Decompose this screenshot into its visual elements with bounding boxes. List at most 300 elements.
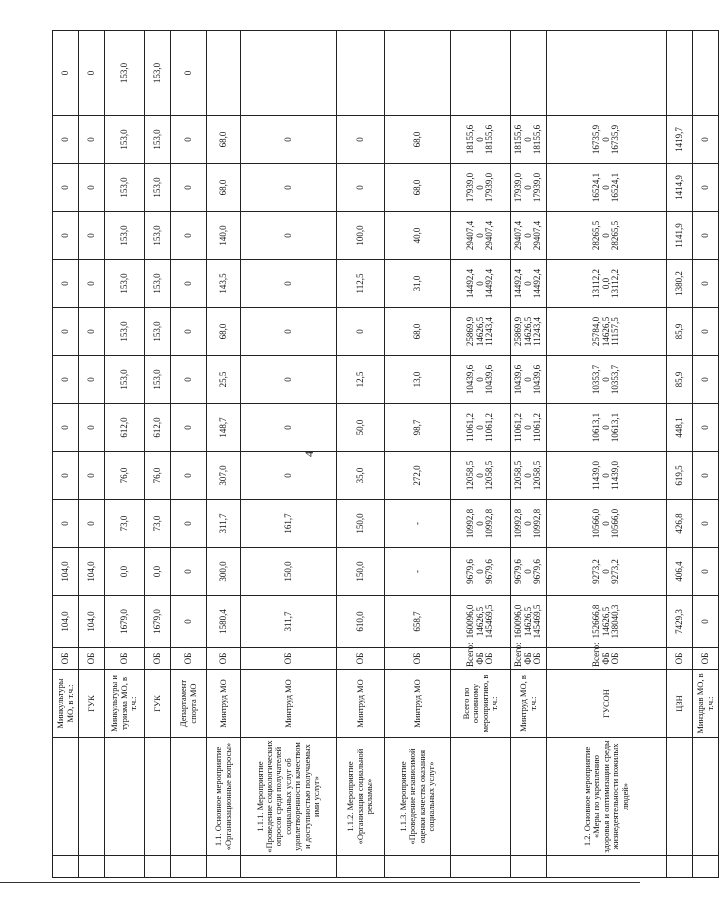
value-line: 9679,6 [464, 559, 475, 584]
value-cell: 0 [693, 164, 719, 212]
value-cell: 0 [171, 500, 207, 548]
value-cell [337, 31, 385, 116]
value-cell: 0 [171, 404, 207, 452]
value-cell: 0 [79, 260, 105, 308]
margin-cell [547, 856, 667, 878]
funding-source-cell: ОБ [241, 648, 337, 670]
value-cell [451, 116, 511, 164]
funding-source-line: ФБ [600, 652, 611, 665]
table-row [105, 31, 145, 878]
executor-cell: ГУК [79, 670, 105, 738]
value-cell [511, 31, 547, 116]
margin-cell [693, 856, 719, 878]
value-cell: 153,0 [145, 308, 171, 356]
value-line: 9679,6 [512, 559, 523, 584]
executor-cell: ГУК [145, 670, 171, 738]
event-name-cell [79, 738, 105, 856]
value-cell: 0 [53, 404, 79, 452]
funding-source-cell: ОБ [337, 648, 385, 670]
value-line: 0 [522, 425, 533, 430]
value-line: 18155,6 [484, 124, 495, 155]
funding-source-cell: ОБ [53, 648, 79, 670]
funding-source-cell: ОБ [385, 648, 451, 670]
value-line: 160096,0 [464, 604, 475, 639]
value-cell [241, 31, 337, 116]
table-row [337, 31, 385, 878]
funding-source-cell: ОБ [79, 648, 105, 670]
value-line: 10992,8 [484, 508, 495, 539]
value-cell [451, 164, 511, 212]
value-cell: 0 [53, 212, 79, 260]
value-line: 10439,6 [532, 364, 543, 395]
value-line: 14626,5 [600, 316, 611, 347]
value-cell: 0 [53, 452, 79, 500]
value-cell: 612,0 [105, 404, 145, 452]
value-cell: 0 [241, 356, 337, 404]
value-cell: 0 [693, 308, 719, 356]
event-name-cell [693, 738, 719, 856]
funding-source-line: ФБ [522, 652, 533, 665]
table-row [451, 31, 511, 878]
executor-cell: Минтруд МО [207, 670, 241, 738]
value-cell: 0 [171, 452, 207, 500]
value-line: 0 [522, 377, 533, 382]
table-row [207, 31, 241, 878]
margin-cell [337, 856, 385, 878]
value-cell: 76,0 [145, 452, 171, 500]
value-cell: 311,7 [207, 500, 241, 548]
value-cell: 76,0 [105, 452, 145, 500]
value-line: 0 [474, 569, 485, 574]
value-cell [451, 548, 511, 596]
value-cell: 153,0 [105, 356, 145, 404]
value-line: 12058,5 [532, 460, 543, 491]
margin-cell [145, 856, 171, 878]
value-cell: 406,4 [667, 548, 693, 596]
value-line: 10353,7 [590, 364, 601, 395]
value-cell: 73,0 [145, 500, 171, 548]
value-line: 0 [522, 281, 533, 286]
value-cell: 100,0 [337, 212, 385, 260]
value-line: 12058,5 [464, 460, 475, 491]
event-name-cell [145, 738, 171, 856]
value-cell [667, 31, 693, 116]
event-name-cell [451, 738, 511, 856]
value-cell [693, 31, 719, 116]
funding-source-cell [547, 642, 667, 670]
value-cell: 150,0 [241, 548, 337, 596]
value-cell [511, 452, 547, 500]
value-cell: 68,0 [385, 116, 451, 164]
margin-cell [385, 856, 451, 878]
value-line: 17939,0 [532, 172, 543, 203]
value-cell: 13,0 [385, 356, 451, 404]
value-cell [451, 212, 511, 260]
value-line: 0 [474, 233, 485, 238]
funding-source-line: ОБ [484, 652, 495, 665]
value-cell: 1380,2 [667, 260, 693, 308]
value-line: 10439,6 [464, 364, 475, 395]
value-cell: 0 [79, 31, 105, 116]
value-cell [451, 308, 511, 356]
value-cell: 104,0 [53, 548, 79, 596]
value-cell: 0 [693, 356, 719, 404]
value-cell [511, 308, 547, 356]
funding-source-cell [511, 642, 547, 670]
value-line: 10992,8 [512, 508, 523, 539]
value-line: 14626,5 [522, 316, 533, 347]
value-cell: 12,5 [337, 356, 385, 404]
value-cell: 0 [337, 116, 385, 164]
value-cell: 0 [171, 308, 207, 356]
value-line: 28265,5 [610, 220, 621, 251]
value-line: 10566,0 [590, 508, 601, 539]
value-cell [547, 548, 667, 596]
margin-cell [53, 856, 79, 878]
value-cell: 68,0 [207, 116, 241, 164]
funding-source-cell: ОБ [667, 648, 693, 670]
value-line: 11157,5 [610, 317, 621, 346]
value-cell [547, 308, 667, 356]
value-line: 10613,1 [610, 412, 621, 443]
value-line: 14626,5 [522, 606, 533, 637]
value-line: 10992,8 [532, 508, 543, 539]
value-cell: 0 [79, 116, 105, 164]
value-line: 18155,6 [532, 124, 543, 155]
value-cell: 140,0 [207, 212, 241, 260]
value-cell: 143,5 [207, 260, 241, 308]
value-cell: 0 [171, 260, 207, 308]
value-cell [451, 356, 511, 404]
margin-cell [171, 856, 207, 878]
funding-source-line: Всего: [590, 642, 601, 667]
value-cell [511, 212, 547, 260]
value-cell: 0,0 [105, 548, 145, 596]
value-line: 25869,9 [464, 316, 475, 347]
value-line: 10439,6 [512, 364, 523, 395]
value-line: 0 [522, 521, 533, 526]
value-cell [511, 164, 547, 212]
margin-cell [511, 856, 547, 878]
margin-cell [451, 856, 511, 878]
value-line: 145469,5 [484, 604, 495, 639]
value-line: 0 [522, 473, 533, 478]
value-cell [451, 500, 511, 548]
executor-cell: Минтруд МО [241, 670, 337, 738]
event-name-cell [667, 738, 693, 856]
value-cell: 272,0 [385, 452, 451, 500]
value-cell [547, 164, 667, 212]
value-cell: 153,0 [145, 212, 171, 260]
event-name-cell [171, 738, 207, 856]
value-line: 0,0 [600, 277, 611, 290]
executor-cell: ЦЗН [667, 670, 693, 738]
value-cell: 85,9 [667, 308, 693, 356]
value-cell: 0 [693, 452, 719, 500]
value-line: 16735,9 [610, 124, 621, 155]
value-cell [511, 404, 547, 452]
value-cell [547, 500, 667, 548]
value-cell: 161,7 [241, 500, 337, 548]
value-cell: 112,5 [337, 260, 385, 308]
value-cell: 1414,9 [667, 164, 693, 212]
value-cell: 73,0 [105, 500, 145, 548]
value-cell: 0 [693, 548, 719, 596]
value-line: 10613,1 [590, 412, 601, 443]
value-line: 18155,6 [464, 124, 475, 155]
event-name-cell: 1.1.3. Мероприятие «Проведение независимой оценки качества оказания социальных услуг» [385, 738, 451, 856]
value-cell: 0 [53, 116, 79, 164]
value-cell [547, 31, 667, 116]
value-cell: 0 [171, 164, 207, 212]
value-cell: 50,0 [337, 404, 385, 452]
value-cell: 0 [241, 116, 337, 164]
table-body [53, 31, 719, 878]
value-line: 12058,5 [512, 460, 523, 491]
funding-source-line: ОБ [532, 652, 543, 665]
value-cell [451, 404, 511, 452]
value-line: 0 [600, 185, 611, 190]
value-cell [547, 116, 667, 164]
value-cell: 104,0 [79, 596, 105, 648]
value-cell [451, 31, 511, 116]
value-cell: 0 [693, 596, 719, 648]
value-cell: 25,5 [207, 356, 241, 404]
table-row [79, 31, 105, 878]
funding-source-line: Всего: [512, 642, 523, 667]
value-cell: 0 [337, 308, 385, 356]
value-line: 0 [474, 473, 485, 478]
value-line: 11243,4 [484, 317, 495, 346]
value-cell: 153,0 [105, 31, 145, 116]
value-cell: 0 [693, 260, 719, 308]
value-cell: 0 [53, 164, 79, 212]
table-container [52, 30, 715, 878]
table-row [385, 31, 451, 878]
value-cell: 153,0 [105, 260, 145, 308]
value-cell [547, 260, 667, 308]
value-cell: 153,0 [145, 116, 171, 164]
value-cell: 0 [171, 116, 207, 164]
value-line: 11243,4 [532, 317, 543, 346]
value-cell: 68,0 [207, 308, 241, 356]
executor-cell: Минтруд МО, в т.ч.: [511, 670, 547, 738]
value-line: 0 [600, 425, 611, 430]
table-row [53, 31, 79, 878]
table-row [145, 31, 171, 878]
value-cell [511, 548, 547, 596]
value-cell: 0 [241, 404, 337, 452]
value-cell: 1679,0 [145, 596, 171, 648]
value-line: 29407,4 [464, 220, 475, 251]
value-cell: 35,0 [337, 452, 385, 500]
executor-cell: ГУСОН [547, 670, 667, 738]
value-cell: 0,0 [145, 548, 171, 596]
value-cell: 0 [53, 260, 79, 308]
value-line: 0 [474, 377, 485, 382]
table-row [547, 31, 667, 878]
value-cell: 0 [171, 212, 207, 260]
value-line: 0 [522, 233, 533, 238]
value-line: 9273,2 [610, 559, 621, 584]
value-cell: 0 [79, 356, 105, 404]
value-line: 0 [522, 569, 533, 574]
value-line: 12058,5 [484, 460, 495, 491]
value-line: 0 [600, 137, 611, 142]
value-line: 145469,5 [532, 604, 543, 639]
program-funding-table [52, 30, 719, 878]
value-line: 11061,2 [532, 413, 543, 442]
value-cell [451, 596, 511, 648]
event-name-cell [53, 738, 79, 856]
value-line: 18155,6 [512, 124, 523, 155]
value-line: 14492,4 [484, 268, 495, 299]
funding-source-cell: ОБ [693, 648, 719, 670]
margin-cell [105, 856, 145, 878]
value-cell: 0 [79, 308, 105, 356]
value-line: 14626,5 [474, 606, 485, 637]
value-cell: 153,0 [145, 164, 171, 212]
value-cell [511, 260, 547, 308]
value-line: 0 [600, 473, 611, 478]
value-cell: - [385, 548, 451, 596]
value-cell: 448,1 [667, 404, 693, 452]
value-cell [511, 596, 547, 648]
value-line: 16524,1 [590, 172, 601, 203]
value-cell: 150,0 [337, 548, 385, 596]
executor-cell: Минкультуры и туризма МО, в т.ч.: [105, 670, 145, 738]
value-cell: 7429,3 [667, 596, 693, 648]
value-line: 17939,0 [464, 172, 475, 203]
value-cell: 0 [337, 164, 385, 212]
value-line: 0 [474, 185, 485, 190]
value-cell: 31,0 [385, 260, 451, 308]
value-cell: 0 [79, 500, 105, 548]
footer-rule [0, 882, 640, 883]
value-cell: 153,0 [145, 356, 171, 404]
value-line: 0 [474, 137, 485, 142]
value-cell: 153,0 [105, 116, 145, 164]
value-cell: 85,9 [667, 356, 693, 404]
value-line: 0 [600, 377, 611, 382]
value-cell: 153,0 [105, 164, 145, 212]
value-line: 28265,5 [590, 220, 601, 251]
value-cell: 0 [171, 596, 207, 648]
value-line: 10353,7 [610, 364, 621, 395]
value-cell: 1580,4 [207, 596, 241, 648]
page-number: 4 [302, 451, 316, 457]
value-cell: 0 [53, 500, 79, 548]
value-cell: 0 [241, 212, 337, 260]
funding-source-cell: ОБ [145, 648, 171, 670]
value-line: 0 [474, 521, 485, 526]
value-cell: 98,7 [385, 404, 451, 452]
value-cell: 0 [79, 212, 105, 260]
value-cell: 300,0 [207, 548, 241, 596]
value-cell [547, 596, 667, 648]
value-cell: 68,0 [207, 164, 241, 212]
executor-cell: Минтруд МО [337, 670, 385, 738]
funding-source-line: ОБ [610, 652, 621, 665]
value-cell: 148,7 [207, 404, 241, 452]
value-cell: 40,0 [385, 212, 451, 260]
value-line: 0 [600, 569, 611, 574]
value-line: 0 [474, 425, 485, 430]
event-name-cell: 1.2. Основное мероприятие «Меры по укреплению здоровья и оптимизации среды жизнедеятельности пожилых людей» [547, 738, 667, 856]
value-cell: 426,8 [667, 500, 693, 548]
table-row [667, 31, 693, 878]
value-line: 14492,4 [464, 268, 475, 299]
value-line: 11061,2 [484, 413, 495, 442]
event-name-cell [511, 738, 547, 856]
value-line: 0 [474, 281, 485, 286]
value-line: 11439,0 [610, 461, 621, 490]
value-cell: 0 [241, 308, 337, 356]
value-cell [451, 452, 511, 500]
value-cell: 0 [79, 452, 105, 500]
value-cell: 153,0 [145, 260, 171, 308]
value-line: 14626,5 [474, 316, 485, 347]
value-line: 14626,5 [600, 606, 611, 637]
table-row [693, 31, 719, 878]
value-line: 0 [522, 185, 533, 190]
value-line: 160096,0 [512, 604, 523, 639]
value-cell: 311,7 [241, 596, 337, 648]
funding-source-cell [451, 642, 511, 670]
funding-source-cell: ОБ [207, 648, 241, 670]
value-cell [385, 31, 451, 116]
value-cell [511, 116, 547, 164]
value-cell [547, 212, 667, 260]
value-cell: 68,0 [385, 164, 451, 212]
event-name-cell: 1.1. Основное мероприятие «Организационные вопросы» [207, 738, 241, 856]
executor-cell: Минтруд МО [385, 670, 451, 738]
value-cell: 307,0 [207, 452, 241, 500]
value-line: 14492,4 [532, 268, 543, 299]
value-cell: 104,0 [79, 548, 105, 596]
value-cell: 0 [53, 31, 79, 116]
value-line: 10566,0 [610, 508, 621, 539]
value-cell [547, 404, 667, 452]
value-cell: - [385, 500, 451, 548]
value-line: 11439,0 [590, 461, 601, 490]
value-line: 0 [600, 521, 611, 526]
value-cell [547, 452, 667, 500]
value-cell: 1679,0 [105, 596, 145, 648]
value-cell: 0 [171, 548, 207, 596]
value-line: 0 [522, 137, 533, 142]
value-cell: 612,0 [145, 404, 171, 452]
value-line: 9273,2 [590, 559, 601, 584]
margin-cell [241, 856, 337, 878]
value-cell: 0 [693, 116, 719, 164]
value-cell [511, 356, 547, 404]
value-cell: 0 [79, 404, 105, 452]
value-cell: 0 [693, 500, 719, 548]
value-cell [207, 31, 241, 116]
value-line: 29407,4 [484, 220, 495, 251]
funding-source-line: Всего: [464, 642, 475, 667]
value-cell: 104,0 [53, 596, 79, 648]
executor-cell: Департамент спорта МО [171, 670, 207, 738]
value-line: 17939,0 [512, 172, 523, 203]
value-line: 9679,6 [532, 559, 543, 584]
value-cell: 153,0 [105, 212, 145, 260]
value-cell: 0 [241, 164, 337, 212]
value-cell: 0 [171, 31, 207, 116]
value-line: 13112,2 [590, 269, 601, 298]
executor-cell: Минкультуры МО, в т.ч.: [53, 670, 79, 738]
